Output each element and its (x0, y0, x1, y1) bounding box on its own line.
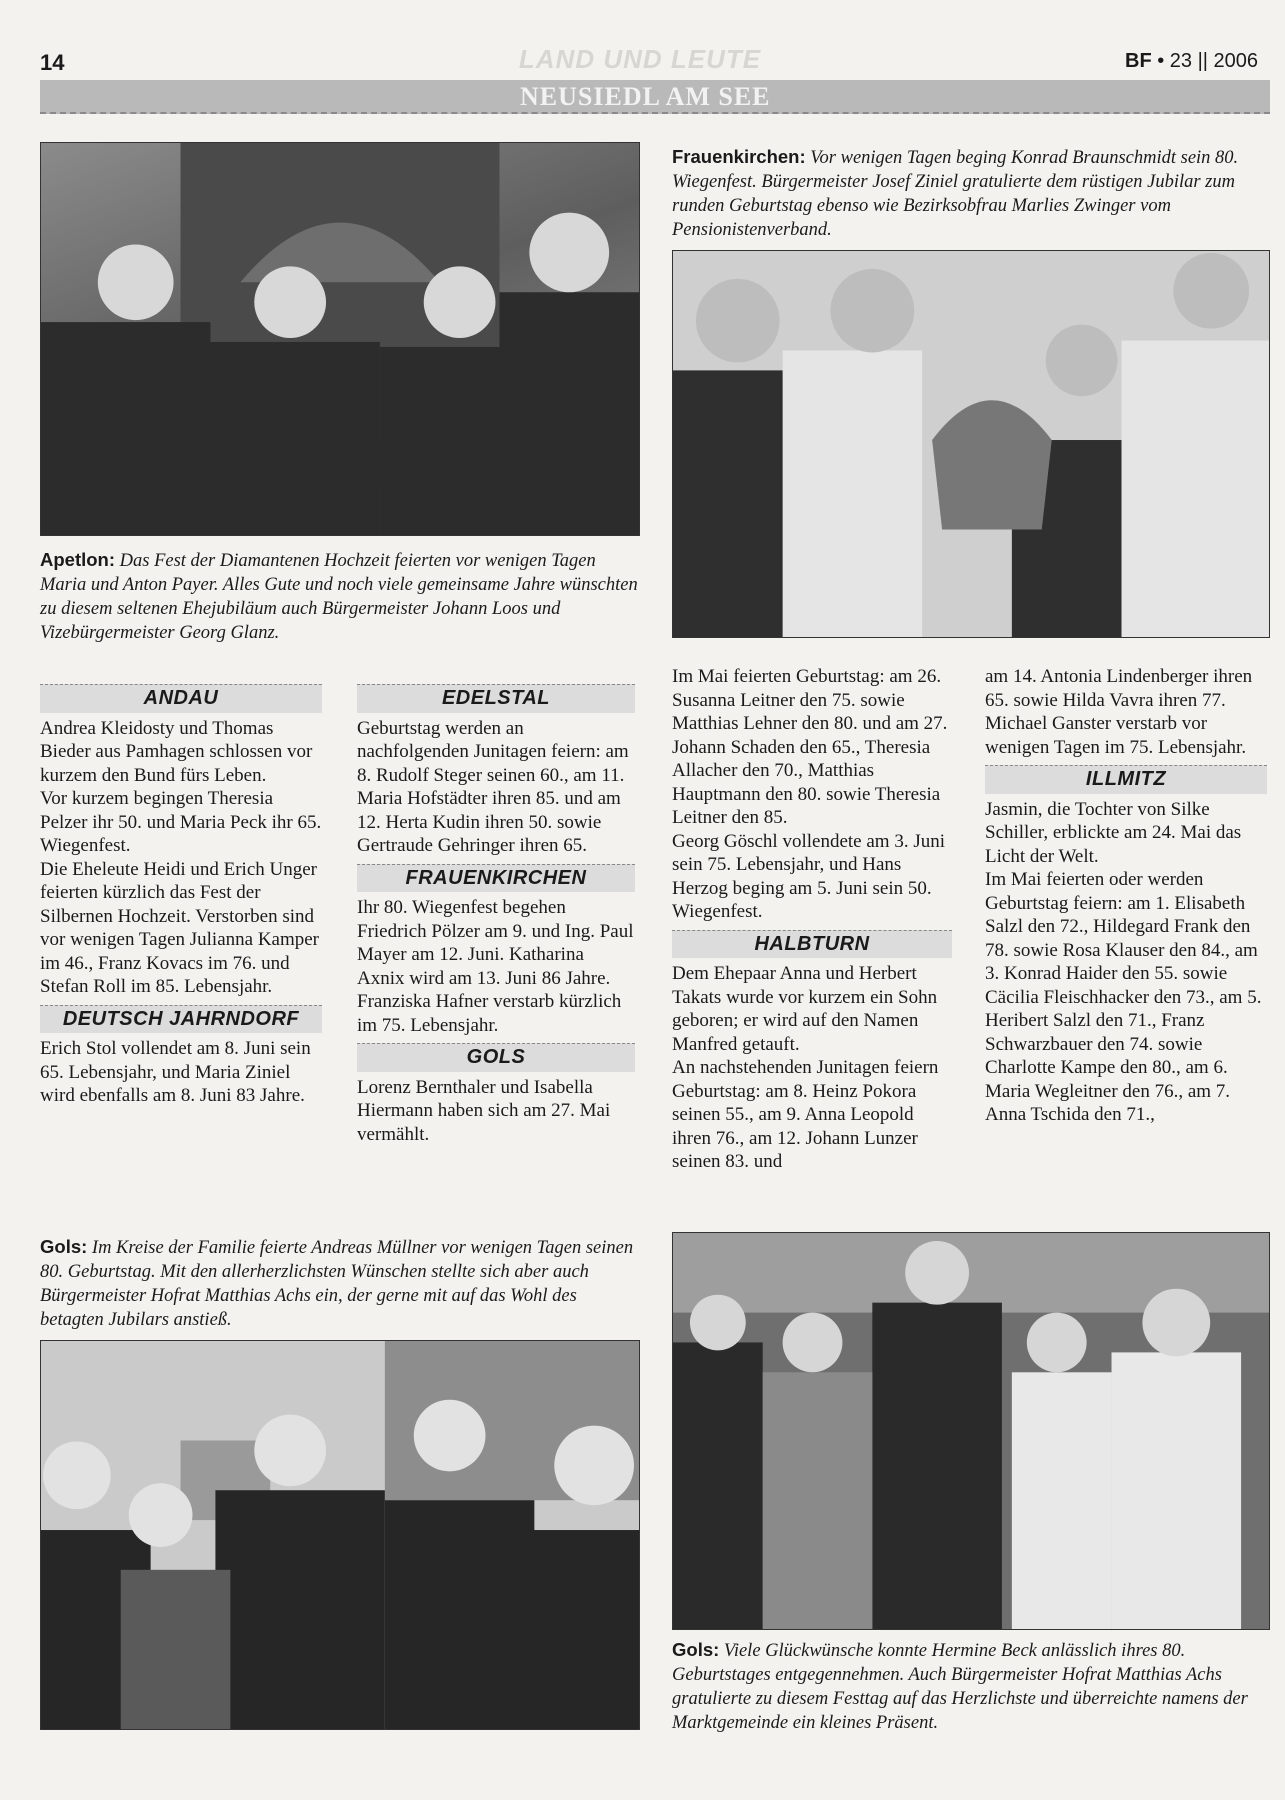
page-number: 14 (40, 50, 65, 75)
issue-number: • 23 || 2006 (1157, 50, 1259, 72)
caption-gols-1 (40, 1235, 640, 1332)
caption-place: Apetlon: (40, 549, 116, 570)
caption-place: Frauenkirchen: (672, 146, 806, 167)
region-banner (40, 80, 1270, 114)
region-title: NEUSIEDL AM SEE (520, 82, 771, 111)
issue-info (1125, 50, 1258, 73)
photo-gols-2 (672, 1232, 1270, 1630)
paragraph: Erich Stol vollendet am 8. Juni sein 65. Lebensjahr, und Maria Ziniel wird ebenfalls am 8. Juni 83 Jahre. (40, 1038, 311, 1106)
paragraph: am 14. Antonia Lindenberger ihren 65. sowie Hilda Vavra ihren 77. (985, 666, 1253, 711)
caption-gols-2 (672, 1638, 1270, 1735)
heading-deutsch-jahrndorf: DEUTSCH JAHRNDORF (40, 1005, 322, 1034)
paragraph: Geburtstag werden an nachfolgenden Junitagen feiern: am 8. Rudolf Steger seinen 60., am 11. Maria Hofstädter ihren 85. und am 12. Herta Kudin ihren 50. sowie Gertraude Gehringer ihren 65. (357, 717, 629, 856)
paragraph: An nachstehenden Junitagen feiern Geburtstag: am 8. Heinz Pokora seinen 55., am 9. Anna Leopold ihren 76., am 12. Johann Lunzer seinen 83. und (672, 1057, 939, 1172)
paragraph: Im Mai feierten oder werden Geburtstag feiern: am 1. Elisabeth Salzl den 72., Hildegard Frank den 78. sowie Rosa Klauser den 84., am 3. Konrad Haider den 55. sowie Cäcilia Fleischhacker den 73., am 5. Heribert Salzl den 71., Franz Schwarzbauer den 74. sowie Charlotte Kampe den 80., am 6. Maria Wegleitner den 76., am 7. Anna Tschida den 71., (985, 869, 1262, 1125)
paragraph: Andrea Kleidosty und Thomas Bieder aus Pamhagen schlossen vor kurzem den Bund fürs Leben. (40, 717, 313, 786)
paragraph: Vor kurzem begingen Theresia Pelzer ihr 50. und Maria Peck ihr 65. Wiegenfest. (40, 788, 322, 856)
heading-illmitz: ILLMITZ (985, 765, 1267, 794)
paragraph: Georg Göschl vollendete am 3. Juni sein 75. Lebensjahr, und Hans Herzog beging am 5. Juni sein 50. Wiegenfest. (672, 830, 945, 922)
caption-text: Viele Glückwünsche konnte Hermine Beck anlässlich ihres 80. Geburtstages entgegennehmen. Auch Bürgermeister Hofrat Matthias Achs gratulierte zu diesem Festtag auf das Herzlichste und überreichte namens der Marktgemeinde ein kleines Präsent. (672, 1641, 1248, 1733)
heading-edelstal: EDELSTAL (357, 684, 635, 713)
caption-text: Das Fest der Diamantenen Hochzeit feierten vor wenigen Tagen Maria und Anton Payer. Alles Gute und noch viele gemeinsame Jahre wünschten zu diesem seltenen Ehejubiläum auch Bürgermeister Johann Loos und Vizebürgermeister Georg Glanz. (40, 551, 638, 643)
caption-place: Gols: (672, 1639, 720, 1660)
paragraph: Jasmin, die Tochter von Silke Schiller, erblickte am 24. Mai das Licht der Welt. (985, 798, 1242, 867)
paragraph: Michael Ganster verstarb vor wenigen Tagen im 75. Lebensjahr. (985, 713, 1247, 758)
caption-text: Im Kreise der Familie feierte Andreas Müllner vor wenigen Tagen seinen 80. Geburtstag. Mit den allerherzlichsten Wünschen stellte sich aber auch Bürgermeister Hofrat Matthias Achs ein, der gerne mit auf das Wohl des betagten Jubilars anstieß. (40, 1238, 634, 1330)
column-1 (40, 678, 322, 1108)
photo-gols-1 (40, 1340, 640, 1730)
heading-frauenkirchen: FRAUENKIRCHEN (357, 864, 635, 893)
paragraph: Im Mai feierten Geburtstag: am 26. Susanna Leitner den 75. sowie Matthias Lehner den 80. und am 27. Johann Schaden den 65., Theresia Allacher den 70., Matthias Hauptmann den 80. sowie Theresia Leitner den 85. (672, 666, 948, 828)
paragraph: Die Eheleute Heidi und Erich Unger feierten kürzlich das Fest der Silbernen Hochzeit. Verstorben sind vor wenigen Tagen Julianna Kamper im 46., Franz Kovacs im 76. und Stefan Roll im 85. Lebensjahr. (40, 858, 320, 997)
column-2 (357, 678, 635, 1146)
paragraph: Franziska Hafner verstarb kürzlich im 75. Lebensjahr. (357, 991, 622, 1036)
column-3 (672, 665, 952, 1174)
heading-halbturn: HALBTURN (672, 930, 952, 959)
caption-text: Vor wenigen Tagen beging Konrad Braunschmidt sein 80. Wiegenfest. Bürgermeister Josef Ziniel gratulierte dem rüstigen Jubilar zum runden Geburtstag ebenso wie Bezirksobfrau Marlies Zwinger vom Pensionistenverband. (672, 148, 1239, 240)
photo-frauenkirchen (672, 250, 1270, 638)
paper-name: BF (1125, 50, 1152, 72)
photo-apetlon (40, 142, 640, 536)
paragraph: Ihr 80. Wiegenfest begehen Friedrich Pölzer am 9. und Ing. Paul Mayer am 12. Juni. Katharina Axnix wird am 13. Juni 86 Jahre. (357, 897, 634, 989)
paragraph: Lorenz Bernthaler und Isabella Hiermann haben sich am 27. Mai vermählt. (357, 1076, 611, 1145)
section-title: LAND UND LEUTE (518, 44, 762, 74)
column-4 (985, 665, 1267, 1127)
caption-place: Gols: (40, 1236, 88, 1257)
heading-gols: GOLS (357, 1043, 635, 1072)
caption-apetlon (40, 548, 640, 645)
heading-andau: ANDAU (40, 684, 322, 713)
caption-frauenkirchen (672, 145, 1270, 242)
paragraph: Dem Ehepaar Anna und Herbert Takats wurde vor kurzem ein Sohn geboren; er wird auf den Namen Manfred getauft. (672, 963, 938, 1055)
